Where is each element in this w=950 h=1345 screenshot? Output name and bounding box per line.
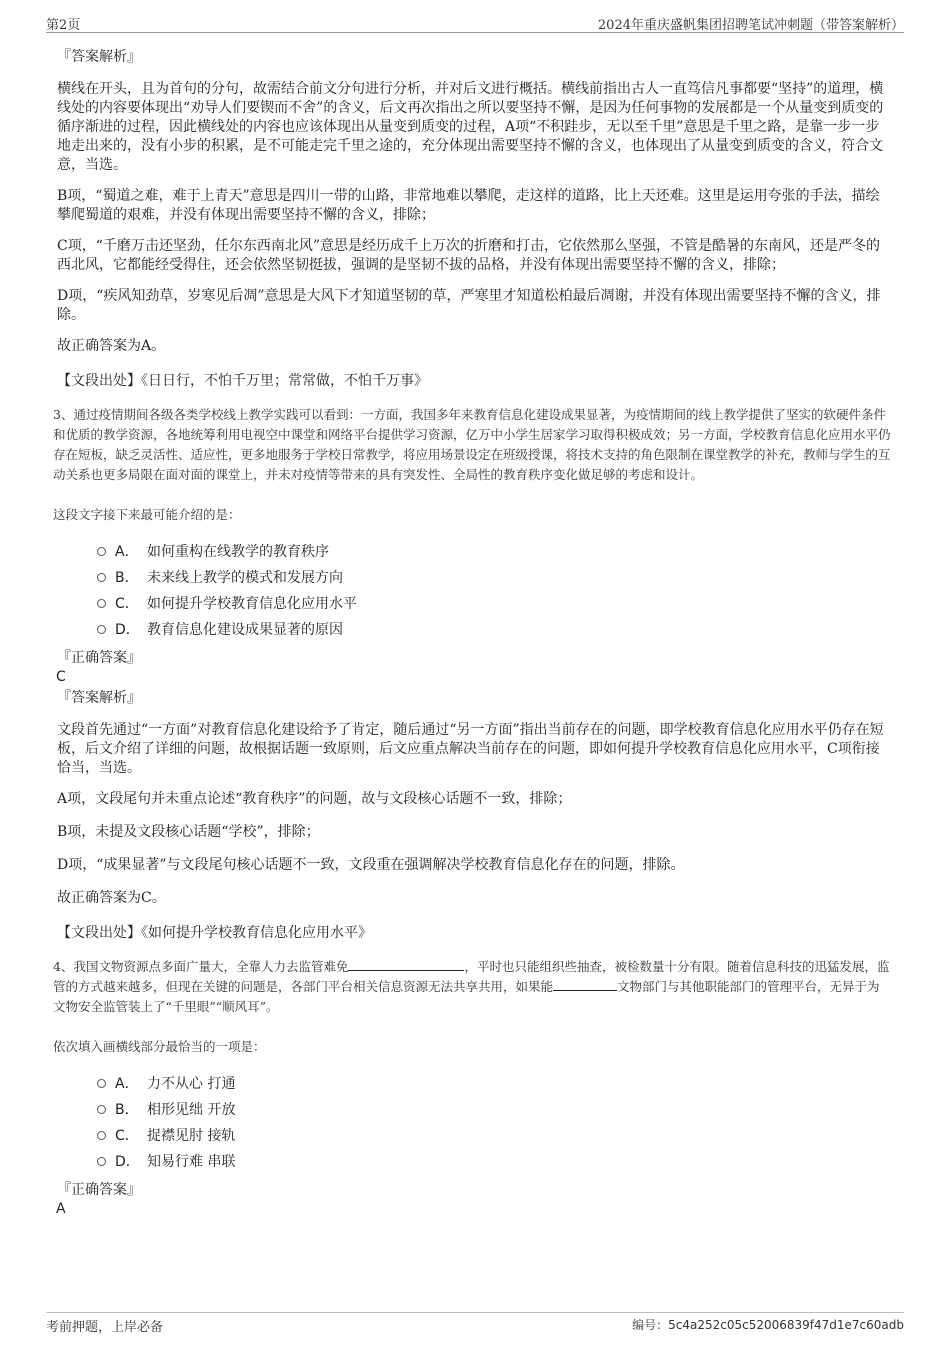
fill-blank-1[interactable]	[348, 958, 464, 971]
page-content	[53, 44, 892, 1217]
radio-icon[interactable]	[97, 1105, 106, 1114]
analysis-paragraph: C项，“千磨万击还坚劲，任尔东西南北风”意思是经历成千上万次的折磨和打击，它依然那么坚强，不管是酷暑的东南风，还是严冬的西北风，它都能经受得住，还会依然坚韧挺拔，强调的是坚韧不拔的品格，并没有体现出需要坚持不懈的含义，排除；	[57, 238, 881, 273]
analysis-paragraph: B项，未提及文段核心话题“学校”，排除；	[57, 824, 320, 840]
analysis-paragraph: 文段首先通过“一方面”对教育信息化建设给予了肯定，随后通过“另一方面”指出当前存在的问题，即学校教育信息化应用水平仍存在短板，后文介绍了详细的问题，故根据话题一致原则，后文应重点解决当前存在的问题，即如何提升学校教育信息化应用水平，C项衔接恰当，当选。	[57, 722, 884, 776]
fill-blank-2[interactable]	[553, 978, 617, 991]
question-prompt: 依次填入画横线部分最恰当的一项是：	[53, 1039, 266, 1054]
radio-icon[interactable]	[97, 573, 106, 582]
correct-answer-statement: 故正确答案为A。	[57, 338, 166, 354]
footer-slogan: 考前押题，上岸必备	[46, 1320, 164, 1335]
page-number: 第2页	[46, 18, 81, 33]
document-title: 2024年重庆盛帆集团招聘笔试冲刺题（带答案解析）	[597, 18, 904, 33]
option-a[interactable]: A． 如何重构在线教学的教育秩序	[97, 539, 892, 565]
analysis-label: 『答案解析』	[57, 690, 141, 706]
page-header	[46, 12, 904, 33]
analysis-paragraph: B项，“蜀道之难，难于上青天”意思是四川一带的山路，非常地难以攀爬，走这样的道路，比上天还难。这里是运用夸张的手法，描绘攀爬蜀道的艰难，并没有体现出需要坚持不懈的含义，排除；	[57, 188, 880, 223]
source-line: 【文段出处】《日日行，不怕千万里；常常做，不怕千万事》	[57, 373, 428, 389]
radio-icon[interactable]	[97, 599, 106, 608]
option-b[interactable]: B． 未来线上教学的模式和发展方向	[97, 565, 892, 591]
options-list	[97, 539, 892, 643]
option-d[interactable]: D． 知易行难 串联	[97, 1149, 892, 1175]
analysis-paragraph: D项，“成果显著”与文段尾句核心话题不一致，文段重在强调解决学校教育信息化存在的问题，排除。	[57, 857, 685, 873]
answer-label: 『正确答案』	[57, 1182, 141, 1198]
option-c[interactable]: C． 如何提升学校教育信息化应用水平	[97, 591, 892, 617]
options-list	[97, 1071, 892, 1175]
analysis-paragraph: D项，“疾风知劲草，岁寒见后凋”意思是大风下才知道坚韧的草，严寒里才知道松柏最后凋谢，并没有体现出需要坚持不懈的含义，排除。	[57, 288, 881, 323]
analysis-paragraph: 横线在开头，且为首句的分句，故需结合前文分句进行分析，并对后文进行概括。横线前指出古人一直笃信凡事都要“坚持”的道理，横线处的内容要体现出“劝导人们要锲而不舍”的含义，后文再次指出之所以要坚持不懈，是因为任何事物的发展都是一个从量变到质变的循序渐进的过程，因此横线处的内容也应该体现出从量变到质变的过程，A项“不积跬步，无以至千里”意思是千里之路，是靠一步一步地走出来的，没有小步的积累，是不可能走完千里之途的，充分体现出需要坚持不懈的含义，也体现出了从量变到质变的含义，符合文意，当选。	[57, 81, 884, 173]
radio-icon[interactable]	[97, 547, 106, 556]
document-code: 编号：5c4a252c05c52006839f47d1e7c60adb	[632, 1318, 904, 1332]
analysis-label: 『答案解析』	[57, 49, 141, 65]
radio-icon[interactable]	[97, 1131, 106, 1140]
answer-value: C	[56, 669, 66, 685]
option-a[interactable]: A． 力不从心 打通	[97, 1071, 892, 1097]
question-stem: 3、通过疫情期间各级各类学校线上教学实践可以看到：一方面，我国多年来教育信息化建设成果显著，为疫情期间的线上教学提供了坚实的软硬件条件和优质的教学资源，各地统筹利用电视空中课堂和网络平台提供学习资源，亿万中小学生居家学习取得积极成效；另一方面，学校教育信息化应用水平仍存在短板，缺乏灵活性、适应性，更多地服务于学校日常教学，将应用场景设定在班级授课，将技术支持的角色限制在课堂教学的补充，教师与学生的互动关系也更多局限在面对面的课堂上，并未对疫情等带来的具有突发性、全局性的教育秩序变化做足够的考虑和设计。	[53, 407, 891, 482]
correct-answer-statement: 故正确答案为C。	[57, 890, 166, 906]
answer-label: 『正确答案』	[57, 650, 141, 666]
radio-icon[interactable]	[97, 625, 106, 634]
radio-icon[interactable]	[97, 1157, 106, 1166]
answer-value: A	[56, 1201, 66, 1217]
page-footer	[46, 1312, 904, 1335]
radio-icon[interactable]	[97, 1079, 106, 1088]
question-prompt: 这段文字接下来最可能介绍的是：	[53, 507, 241, 522]
option-b[interactable]: B． 相形见绌 开放	[97, 1097, 892, 1123]
option-d[interactable]: D． 教育信息化建设成果显著的原因	[97, 617, 892, 643]
question-stem: 4、我国文物资源点多面广量大，全靠人力去监管难免 ，平时也只能组织些抽查，被检数量十分有限。随着信息科技的迅猛发展，监管的方式越来越多，但现在关键的问题是，各部门平台相关信息资源无法共享共用，如果能 文物部门与其他职能部门的管理平台，无异于为文物安全监管装上了“千里眼”“顺风耳”。	[53, 959, 890, 1014]
analysis-paragraph: A项，文段尾句并未重点论述“教育秩序”的问题，故与文段核心话题不一致，排除；	[57, 791, 572, 807]
option-c[interactable]: C． 捉襟见肘 接轨	[97, 1123, 892, 1149]
source-line: 【文段出处】《如何提升学校教育信息化应用水平》	[57, 925, 372, 941]
